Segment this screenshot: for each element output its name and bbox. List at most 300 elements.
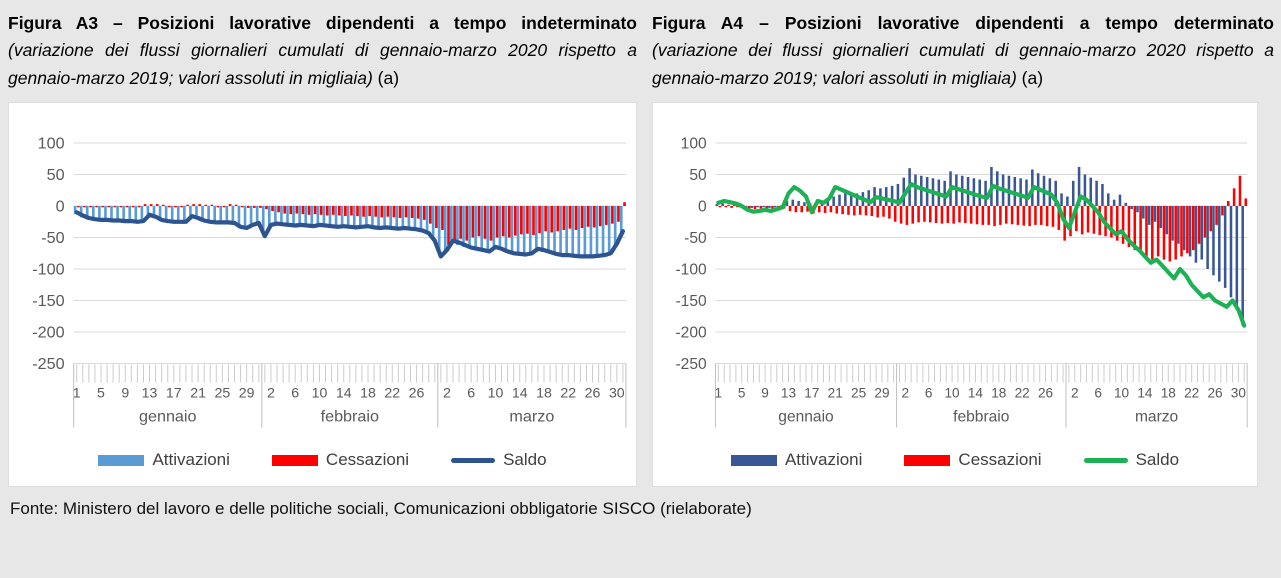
day-tick-label: 2 [1070,384,1079,401]
day-tick-label: 22 [384,384,401,401]
bar [493,206,496,249]
bar [756,206,759,207]
bar [917,206,920,222]
bar [401,206,404,229]
bar [1180,206,1183,256]
bar [1195,206,1198,263]
bar [471,206,474,238]
bar [144,205,147,207]
bar [1192,206,1195,250]
bar [405,206,408,217]
bar [841,206,844,214]
bar [107,206,110,207]
legend-item-attivazioni [731,450,862,470]
bar [1230,206,1233,297]
bar [1221,206,1224,215]
figure-a3-title-bold: Figura A3 – Posizioni lavorative dipendenti a tempo indeterminato [8,13,637,33]
figure-a4-chart [657,111,1253,441]
bar [581,206,584,228]
bar [368,206,371,216]
bar [417,206,420,219]
bar [882,206,885,217]
day-tick-label: 2 [901,384,910,401]
y-tick-label: 50 [46,166,65,185]
bar [768,206,771,208]
bar [584,206,587,258]
bar [435,206,438,228]
figure-a4-title-note: (a) [1021,67,1044,88]
bar [1136,206,1139,212]
bar [538,206,541,233]
bar [943,181,946,206]
day-tick-label: 1 [714,384,723,401]
bar [1215,206,1218,225]
bar [1011,206,1014,224]
bar [138,206,141,207]
day-tick-label: 10 [1113,384,1130,401]
day-tick-label: 25 [214,384,231,401]
bar [544,206,547,231]
bar [571,206,574,257]
bar [1201,206,1204,260]
legend-label-cessazioni: Cessazioni [325,450,410,470]
bar [952,206,955,224]
bar [1245,199,1248,207]
bar [529,206,532,255]
y-tick-label: 100 [37,134,65,153]
bar [1081,206,1084,234]
day-tick-label: 26 [1037,384,1054,401]
bar [791,200,794,206]
bar [563,206,566,230]
bar [964,206,967,223]
figure-a3-title-subtitle: (variazione dei flussi giornalieri cumulati di gennaio-marzo 2020 rispetto a gennaio-marzo 2019; valori assoluti in migliaia) [8,40,637,88]
bar [265,206,268,209]
bar [1017,206,1020,225]
y-tick-label: 50 [689,167,707,185]
bar [593,206,596,227]
bar [795,206,798,212]
bar [1198,206,1201,244]
bar [911,206,914,224]
legend-label-attivazioni: Attivazioni [784,450,863,470]
bar [532,206,535,235]
bar [1186,206,1189,253]
legend-label-attivazioni: Attivazioni [152,450,230,470]
bar [947,206,950,223]
day-tick-label: 22 [1014,384,1030,401]
legend-swatch-saldo [1084,458,1128,463]
bar [774,206,777,207]
bar [1040,206,1043,225]
bar [253,206,256,208]
day-tick-label: 17 [165,384,182,401]
bar [283,206,286,214]
bar [478,206,481,236]
bar [480,206,483,251]
bar [871,206,874,216]
day-tick-label: 26 [408,384,425,401]
bar [1151,206,1154,260]
bar [120,206,123,207]
bar [970,206,973,224]
bar [174,206,177,207]
bar [1189,206,1192,256]
bar [1025,180,1028,206]
bar [982,206,985,225]
bar [83,206,86,207]
month-label-febbraio: febbraio [320,407,380,426]
bar [565,206,568,256]
bar [865,206,868,215]
day-tick-label: 17 [804,384,820,401]
bar [730,206,733,208]
bar [456,206,459,245]
bar [289,206,292,214]
day-tick-label: 26 [584,384,601,401]
y-tick-label: -200 [32,323,65,342]
bar [465,206,468,241]
bar [1119,195,1122,206]
bar [1022,206,1025,226]
bar [914,175,917,207]
figure-a3-chart [13,111,632,441]
day-tick-label: 14 [335,384,352,401]
y-tick-label: -100 [32,260,65,279]
bar [186,205,189,206]
bar [762,206,765,207]
bar [259,206,262,208]
bar [126,206,129,207]
bar [1139,206,1142,253]
bar [1171,206,1174,241]
figure-a3-column [8,6,637,487]
day-tick-label: 18 [536,384,552,401]
bar [599,206,602,226]
bar [132,206,135,207]
bar [999,206,1002,225]
day-tick-label: 1 [72,384,81,401]
bar [751,206,754,208]
bar [605,206,608,225]
day-tick-label: 21 [190,384,206,401]
bar [978,180,981,206]
day-tick-label: 10 [944,384,960,401]
bar [885,188,888,207]
month-label-gennaio: gennaio [778,408,834,426]
day-tick-label: 9 [121,384,130,401]
bar [590,206,593,258]
day-tick-label: 13 [141,384,158,401]
bar [180,206,183,207]
figure-a4-title [652,10,1274,92]
bar [89,206,92,207]
day-tick-label: 14 [511,384,528,401]
bar [1169,206,1172,261]
bar [474,206,477,250]
bar [350,206,353,215]
y-tick-label: -150 [32,292,65,311]
y-tick-label: -250 [32,355,65,374]
bar [617,206,620,222]
bar [1241,206,1244,326]
legend-swatch-saldo [451,458,495,463]
bar [101,206,104,207]
bar [332,206,335,215]
figure-a3-title [8,10,637,92]
bar [223,206,226,207]
bar [929,206,932,222]
bar [453,206,456,243]
y-tick-label: 0 [698,198,707,216]
bar [559,206,562,256]
bar [211,205,214,206]
bar [1165,206,1168,234]
bar [508,206,511,238]
bar [1046,206,1049,226]
legend-item-saldo [1084,450,1179,470]
bar [569,206,572,229]
bar [414,206,417,231]
bar [824,206,827,213]
bar [1122,206,1125,244]
bar [444,206,447,251]
bar [1224,206,1227,288]
bar [818,206,821,212]
bar [450,206,453,244]
bar [1142,206,1145,219]
day-tick-label: 26 [1207,384,1223,401]
bar [499,206,502,250]
y-tick-label: -250 [675,356,707,374]
day-tick-label: 9 [761,384,769,401]
month-label-febbraio: febbraio [953,408,1010,426]
bar [1206,206,1209,269]
day-tick-label: 22 [1184,384,1200,401]
bar [502,206,505,236]
bar [535,206,538,251]
bar [1174,206,1177,260]
day-tick-label: 13 [780,384,797,401]
figure-a4-chart-panel [652,102,1258,487]
bar [468,206,471,249]
bar [490,206,493,241]
day-tick-label: 30 [608,384,625,401]
bar [338,206,341,215]
legend-swatch-cessazioni [904,455,950,466]
bar [596,206,599,257]
day-tick-label: 6 [467,384,476,401]
bar [484,206,487,239]
bar [514,206,517,236]
bar [1212,206,1215,275]
figure-a4-title-subtitle: (variazione dei flussi giornalieri cumulati di gennaio-marzo 2020 rispetto a gennaio-marzo 2019; valori assoluti in migliaia) [652,40,1274,88]
bar [326,206,329,215]
bar [423,206,426,220]
day-tick-label: 25 [851,384,867,401]
bar [800,206,803,212]
bar [984,181,987,206]
bar [859,206,862,215]
day-tick-label: 18 [1160,384,1176,401]
bar [958,206,961,222]
bar [608,206,611,255]
bar [192,205,195,207]
bar [888,206,891,219]
bar [553,206,556,255]
bar [1130,206,1133,209]
bar [459,206,462,239]
bar [1072,181,1075,206]
legend-label-saldo: Saldo [1135,450,1180,470]
bar [441,206,444,230]
bar [229,205,232,207]
legend-label-cessazioni: Cessazioni [958,450,1042,470]
bar [241,206,244,207]
bar [247,206,250,208]
bar [156,205,159,207]
bar [1125,203,1128,206]
legend-item-cessazioni [904,450,1041,470]
bar [1163,206,1166,260]
day-tick-label: 6 [924,384,933,401]
figure-columns [8,6,1273,487]
bar [204,205,207,206]
bar [380,206,383,217]
bar [575,206,578,230]
bar [611,206,614,224]
bar [411,206,414,218]
legend-item-cessazioni [272,450,409,470]
bar [1233,189,1236,207]
bar [760,206,763,209]
legend-swatch-cessazioni [272,455,318,466]
bar [429,206,432,224]
bar [1052,206,1055,227]
bar [526,206,529,234]
bar [1218,206,1221,282]
day-tick-label: 18 [991,384,1007,401]
legend-label-saldo: Saldo [503,450,547,470]
bar [511,206,514,255]
bar [302,206,305,214]
bar [168,206,171,207]
bar [853,206,856,215]
bar [393,206,396,217]
figure-a3-legend [13,441,632,479]
month-label-marzo: marzo [1134,408,1179,426]
day-tick-label: 10 [311,384,328,401]
bar [523,206,526,256]
y-tick-label: -150 [675,293,707,311]
bar [935,206,938,223]
bar [789,206,792,211]
bar [295,206,298,214]
y-tick-label: 0 [55,197,65,216]
bar [217,206,220,207]
y-tick-label: -200 [675,324,707,342]
bar [550,206,553,232]
bar [1107,194,1110,207]
bar [150,205,153,207]
day-tick-label: 5 [97,384,105,401]
bar [876,206,879,217]
day-tick-label: 30 [1230,384,1246,401]
y-tick-label: -50 [41,229,65,248]
bar [399,206,402,218]
bar [271,206,274,211]
bar [1227,201,1230,206]
bar [602,206,605,256]
bar [308,206,311,215]
bar [1019,179,1022,207]
bar [1113,200,1116,206]
bar [724,206,727,207]
y-tick-label: -100 [675,261,707,279]
bar [803,203,806,207]
bar [235,205,238,206]
bar [1183,206,1186,250]
bar [577,206,580,258]
bar [359,206,362,228]
bar [517,206,520,255]
series-saldo-line [718,184,1244,326]
bar [1157,206,1160,256]
figure-a3-chart-panel [8,102,637,487]
bar [993,206,996,226]
day-tick-label: 21 [827,384,843,401]
bar [1060,194,1063,207]
series-saldo-line [77,213,623,257]
bar [1160,206,1163,228]
day-tick-label: 6 [291,384,300,401]
bar [486,206,489,253]
bar [95,206,98,207]
bar [362,206,365,217]
bar [447,206,450,245]
bar [277,206,280,212]
bar [383,206,386,229]
bar [1148,206,1151,225]
bar [1066,197,1069,206]
bar [1177,206,1180,244]
bar [1101,184,1104,206]
month-label-gennaio: gennaio [138,407,197,426]
day-tick-label: 18 [360,384,376,401]
bar [556,206,559,231]
bar [356,206,359,216]
bar [836,206,839,214]
bar [162,205,165,206]
day-tick-label: 2 [266,384,275,401]
bar [830,206,833,212]
bar [838,195,841,206]
y-tick-label: -50 [684,230,707,248]
bar [198,205,201,207]
day-tick-label: 29 [874,384,890,401]
bar [314,206,317,214]
bar [587,206,590,227]
bar [847,206,850,215]
bar [520,206,523,234]
legend-item-attivazioni [98,450,229,470]
day-tick-label: 14 [967,384,984,401]
bar [900,206,903,224]
bar [894,206,897,222]
bar [832,197,835,206]
bar [1028,206,1031,226]
bar [344,206,347,216]
